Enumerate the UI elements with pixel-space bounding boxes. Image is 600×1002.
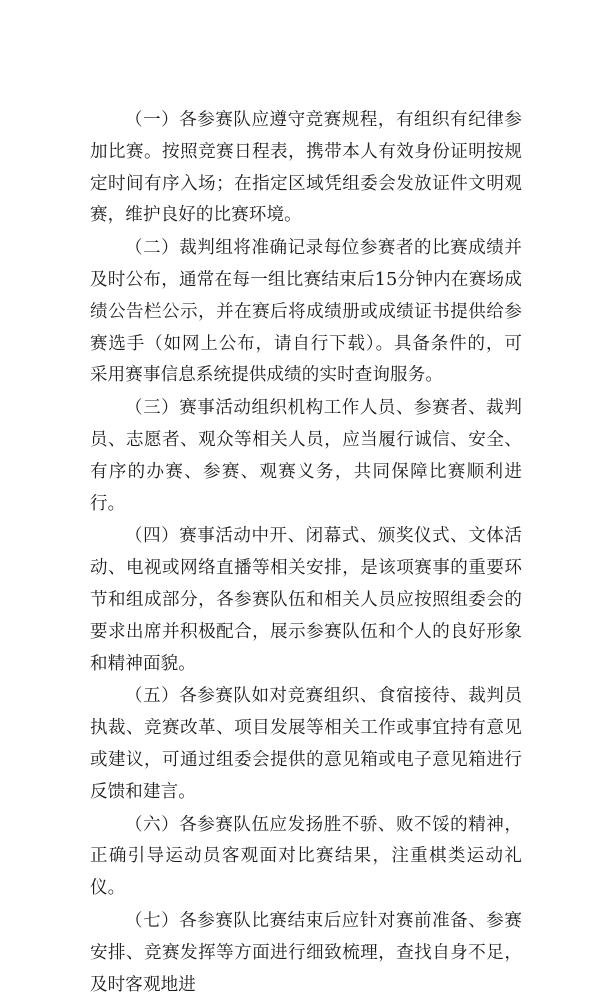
document-body [90, 105, 522, 1002]
paragraph-7: （七）各参赛队比赛结束后应针对赛前准备、参赛安排、竞赛发挥等方面进行细致梳理，查找自身不足，及时客观地进 [90, 910, 522, 995]
paragraph-5: （五）各参赛队如对竞赛组织、食宿接待、裁判员执裁、竞赛改革、项目发展等相关工作或事宜持有意见或建议，可通过组委会提供的意见箱或电子意见箱进行反馈和建言。 [90, 686, 522, 802]
paragraph-3: （三）赛事活动组织机构工作人员、参赛者、裁判员、志愿者、观众等相关人员，应当履行诚信、安全、有序的办赛、参赛、观赛义务，共同保障比赛顺利进行。 [90, 398, 522, 514]
paragraph-6: （六）各参赛队伍应发扬胜不骄、败不馁的精神，正确引导运动员客观面对比赛结果，注重棋类运动礼仪。 [90, 814, 522, 899]
paragraph-2: （二）裁判组将准确记录每位参赛者的比赛成绩并及时公布，通常在每一组比赛结束后15分钟内在赛场成绩公告栏公示，并在赛后将成绩册或成绩证书提供给参赛选手（如网上公布，请自行下载）。具备条件的，可采用赛事信息系统提供成绩的实时查询服务。 [90, 238, 522, 386]
paragraph-4: （四）赛事活动中开、闭幕式、颁奖仪式、文体活动、电视或网络直播等相关安排，是该项赛事的重要环节和组成部分，各参赛队伍和相关人员应按照组委会的要求出席并积极配合，展示参赛队伍和个人的良好形象和精神面貌。 [90, 526, 522, 674]
paragraph-1: （一）各参赛队应遵守竞赛规程，有组织有纪律参加比赛。按照竞赛日程表，携带本人有效身份证明按规定时间有序入场；在指定区域凭组委会发放证件文明观赛，维护良好的比赛环境。 [90, 110, 522, 226]
